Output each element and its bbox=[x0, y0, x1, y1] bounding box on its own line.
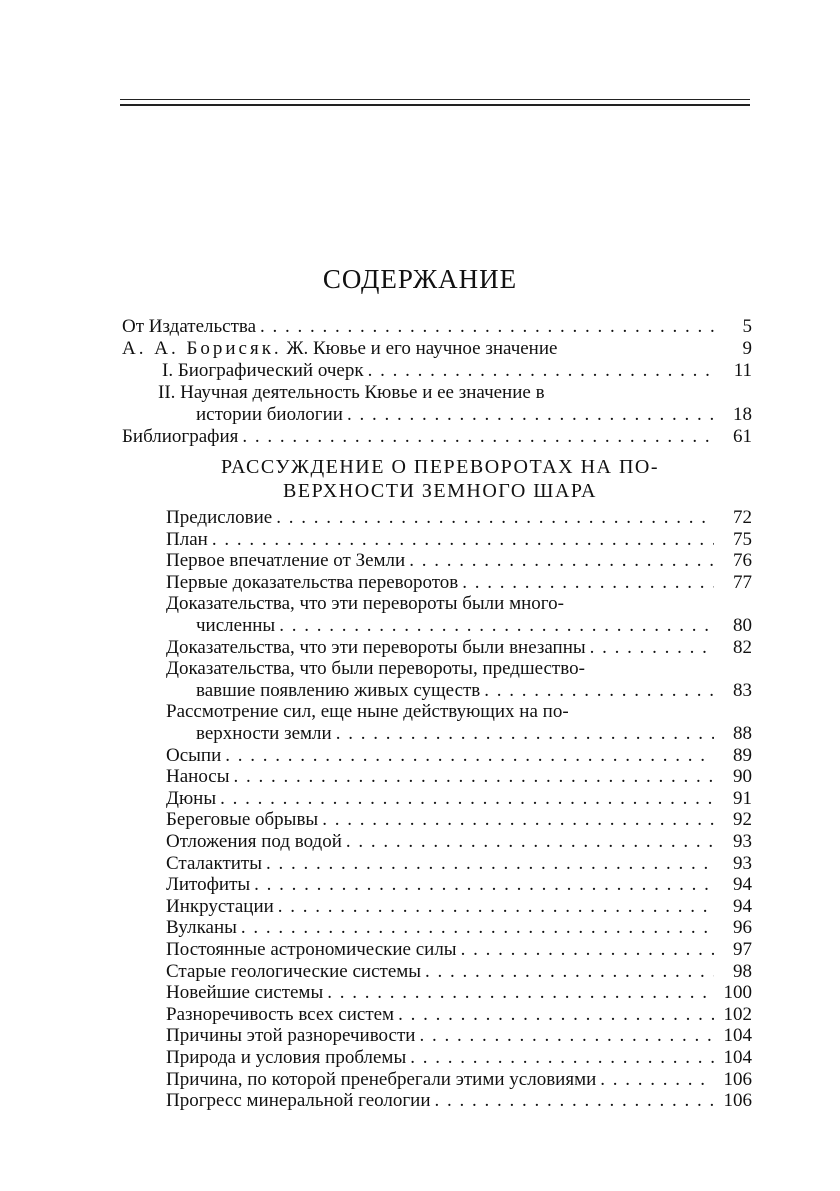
leader-dots bbox=[394, 1004, 714, 1026]
toc-entry-label: численны bbox=[196, 615, 276, 636]
toc-entry-page: 90 bbox=[733, 766, 752, 788]
toc-entry-page: 104 bbox=[723, 1047, 752, 1068]
toc-entry-page: 89 bbox=[733, 744, 752, 766]
toc-entry-label: Постоянные астрономические силы bbox=[166, 939, 457, 960]
toc-entry[interactable] bbox=[196, 680, 752, 702]
toc-entry[interactable] bbox=[166, 1090, 752, 1112]
toc-entry-page: 96 bbox=[733, 917, 752, 939]
leader-dots bbox=[237, 917, 714, 939]
toc-entry[interactable] bbox=[166, 1025, 752, 1047]
toc-entry-label bbox=[122, 338, 557, 360]
toc-entry-page: 76 bbox=[733, 550, 752, 572]
toc-entry-page: 82 bbox=[733, 636, 752, 658]
toc-entry-label: Дюны bbox=[166, 787, 217, 809]
toc-entry[interactable] bbox=[162, 360, 752, 382]
top-rule bbox=[120, 99, 750, 100]
toc-entry-label: Разноречивость всех систем bbox=[166, 1003, 395, 1025]
toc-entry[interactable] bbox=[166, 896, 752, 918]
toc-entry-label: Природа и условия проблемы bbox=[166, 1047, 407, 1068]
toc-entry-page: 97 bbox=[733, 939, 752, 960]
leader-dots bbox=[272, 507, 714, 529]
leader-dots bbox=[275, 615, 714, 637]
leader-dots bbox=[262, 853, 714, 875]
toc-entry-label: Наносы bbox=[166, 766, 230, 788]
toc-entry[interactable] bbox=[166, 1047, 752, 1069]
leader-dots bbox=[256, 316, 714, 338]
leader-dots bbox=[343, 404, 714, 426]
leader-dots bbox=[230, 766, 715, 788]
toc-entry-label: От Издательства bbox=[122, 316, 257, 337]
toc-entry-page: 93 bbox=[733, 831, 752, 852]
toc-entry-label: верхности земли bbox=[196, 723, 332, 744]
toc-entry[interactable] bbox=[166, 917, 752, 939]
toc-entry[interactable] bbox=[166, 507, 752, 529]
section-heading-line2: ВЕРХНОСТИ ЗЕМНОГО ШАРА bbox=[283, 480, 597, 502]
toc-entry-line1: II. Научная деятельность Кювье и ее значение в bbox=[158, 382, 545, 403]
leader-dots bbox=[221, 745, 714, 767]
toc-entry[interactable] bbox=[122, 426, 752, 448]
leader-dots bbox=[208, 529, 714, 551]
toc-entry-label: I. Биографический очерк bbox=[162, 360, 364, 381]
toc-entry-label: Первое впечатление от Земли bbox=[166, 550, 406, 572]
toc-entry-label: Причина, по которой пренебрегали этими условиями bbox=[166, 1068, 597, 1090]
toc-entry-label: Литофиты bbox=[166, 874, 251, 896]
toc-entry[interactable] bbox=[166, 831, 752, 853]
leader-dots bbox=[458, 572, 714, 594]
toc-entry-label: Сталактиты bbox=[166, 852, 262, 874]
toc-entry[interactable] bbox=[122, 338, 752, 360]
leader-dots bbox=[457, 939, 714, 961]
leader-dots bbox=[421, 961, 714, 983]
leader-dots bbox=[318, 809, 714, 831]
leader-dots bbox=[342, 831, 714, 853]
toc-entry[interactable] bbox=[196, 723, 752, 745]
toc-entry-label: Старые геологические системы bbox=[166, 960, 422, 982]
toc-entry[interactable] bbox=[166, 550, 752, 572]
toc-entry-page: 100 bbox=[723, 982, 752, 1004]
toc-entry-label: Осыпи bbox=[166, 744, 222, 766]
leader-dots bbox=[323, 982, 714, 1004]
author-name: А. А. Борисяк. bbox=[122, 338, 282, 359]
toc-entry-label: Библиография bbox=[122, 426, 239, 447]
section-heading-line1: РАССУЖДЕНИЕ О ПЕРЕВОРОТАХ НА ПО- bbox=[220, 456, 660, 478]
toc-entry-label: Вулканы bbox=[166, 917, 237, 939]
toc-entry-page: 94 bbox=[733, 895, 752, 917]
toc-entry-page: 106 bbox=[723, 1090, 752, 1112]
toc-entry[interactable] bbox=[166, 529, 752, 551]
toc-entry[interactable] bbox=[166, 939, 752, 961]
toc-entry-label: вавшие появлению живых существ bbox=[196, 679, 481, 701]
toc-entry-label: Первые доказательства переворотов bbox=[166, 571, 459, 593]
toc-entry-page: 102 bbox=[723, 1003, 752, 1025]
toc-entry-page: 98 bbox=[733, 960, 752, 982]
toc-entry[interactable] bbox=[166, 745, 752, 767]
toc-entry[interactable] bbox=[166, 788, 752, 810]
toc-entry[interactable] bbox=[122, 316, 752, 338]
toc-entry-label: Доказательства, что эти перевороты были внезапны bbox=[166, 636, 586, 658]
leader-dots bbox=[274, 896, 714, 918]
toc-entry-page: 5 bbox=[742, 316, 752, 337]
toc-entry-label: Береговые обрывы bbox=[166, 809, 319, 831]
leader-dots bbox=[405, 550, 714, 572]
section-heading bbox=[140, 455, 740, 503]
author-work: Ж. Кювье и его научное значение bbox=[281, 338, 558, 359]
toc-entry-page: 91 bbox=[733, 787, 752, 809]
leader-dots bbox=[480, 680, 714, 702]
leader-dots bbox=[415, 1025, 714, 1047]
toc-entry-page: 104 bbox=[723, 1025, 752, 1047]
toc-entry-page: 9 bbox=[742, 338, 752, 359]
toc-entry-label: Инкрустации bbox=[166, 895, 274, 917]
toc-entry[interactable] bbox=[166, 637, 752, 659]
top-rule-thick bbox=[120, 104, 750, 106]
toc-entry[interactable] bbox=[196, 404, 752, 426]
toc-entry-page: 94 bbox=[733, 874, 752, 896]
toc-entry-line1: Доказательства, что эти перевороты были много- bbox=[166, 593, 564, 615]
leader-dots bbox=[596, 1069, 714, 1091]
toc-entry[interactable] bbox=[166, 1069, 752, 1091]
toc-entry[interactable] bbox=[196, 615, 752, 637]
toc-entry[interactable] bbox=[166, 572, 752, 594]
toc-entry-label: Отложения под водой bbox=[166, 831, 342, 852]
toc-entry[interactable] bbox=[166, 766, 752, 788]
toc-entry-label: Причины этой разноречивости bbox=[166, 1025, 416, 1047]
toc-entry-label: Предисловие bbox=[166, 507, 273, 528]
toc-entry-page: 77 bbox=[733, 571, 752, 593]
leader-dots bbox=[364, 360, 714, 382]
toc-entry-page: 83 bbox=[733, 679, 752, 701]
toc-entry[interactable] bbox=[166, 961, 752, 983]
toc-entry-page: 80 bbox=[733, 615, 752, 636]
leader-dots bbox=[586, 637, 714, 659]
leader-dots bbox=[431, 1090, 715, 1112]
leader-dots bbox=[250, 874, 714, 896]
toc-entry-page: 75 bbox=[733, 528, 752, 550]
toc-entry[interactable] bbox=[166, 853, 752, 875]
leader-dots bbox=[406, 1047, 714, 1069]
toc-entry-line1: Рассмотрение сил, еще ныне действующих на по- bbox=[166, 701, 569, 723]
toc-entry-page: 72 bbox=[733, 507, 752, 528]
toc-entry-page: 11 bbox=[733, 360, 752, 381]
leader-dots bbox=[216, 788, 714, 810]
toc-entry[interactable] bbox=[166, 1004, 752, 1026]
toc-entry-label: Новейшие системы bbox=[166, 982, 324, 1004]
toc-entry-label: Прогресс минеральной геологии bbox=[166, 1090, 431, 1112]
toc-entry-page: 88 bbox=[733, 723, 752, 744]
toc-entry-page: 106 bbox=[723, 1068, 752, 1090]
leader-dots bbox=[238, 426, 714, 448]
toc-entry-label: истории биологии bbox=[196, 404, 343, 425]
page-title: СОДЕРЖАНИЕ bbox=[322, 264, 518, 294]
toc-entry-line1: Доказательства, что были перевороты, предшество- bbox=[166, 658, 585, 680]
toc-entry-page: 92 bbox=[733, 809, 752, 831]
toc-entry[interactable] bbox=[166, 982, 752, 1004]
toc-entry-page: 61 bbox=[733, 426, 752, 447]
leader-dots bbox=[332, 723, 714, 745]
toc-entry-label: План bbox=[166, 528, 208, 550]
toc-entry-page: 93 bbox=[733, 852, 752, 874]
toc-entry-page: 18 bbox=[733, 404, 752, 425]
toc-entry[interactable] bbox=[166, 809, 752, 831]
toc-entry[interactable] bbox=[166, 874, 752, 896]
